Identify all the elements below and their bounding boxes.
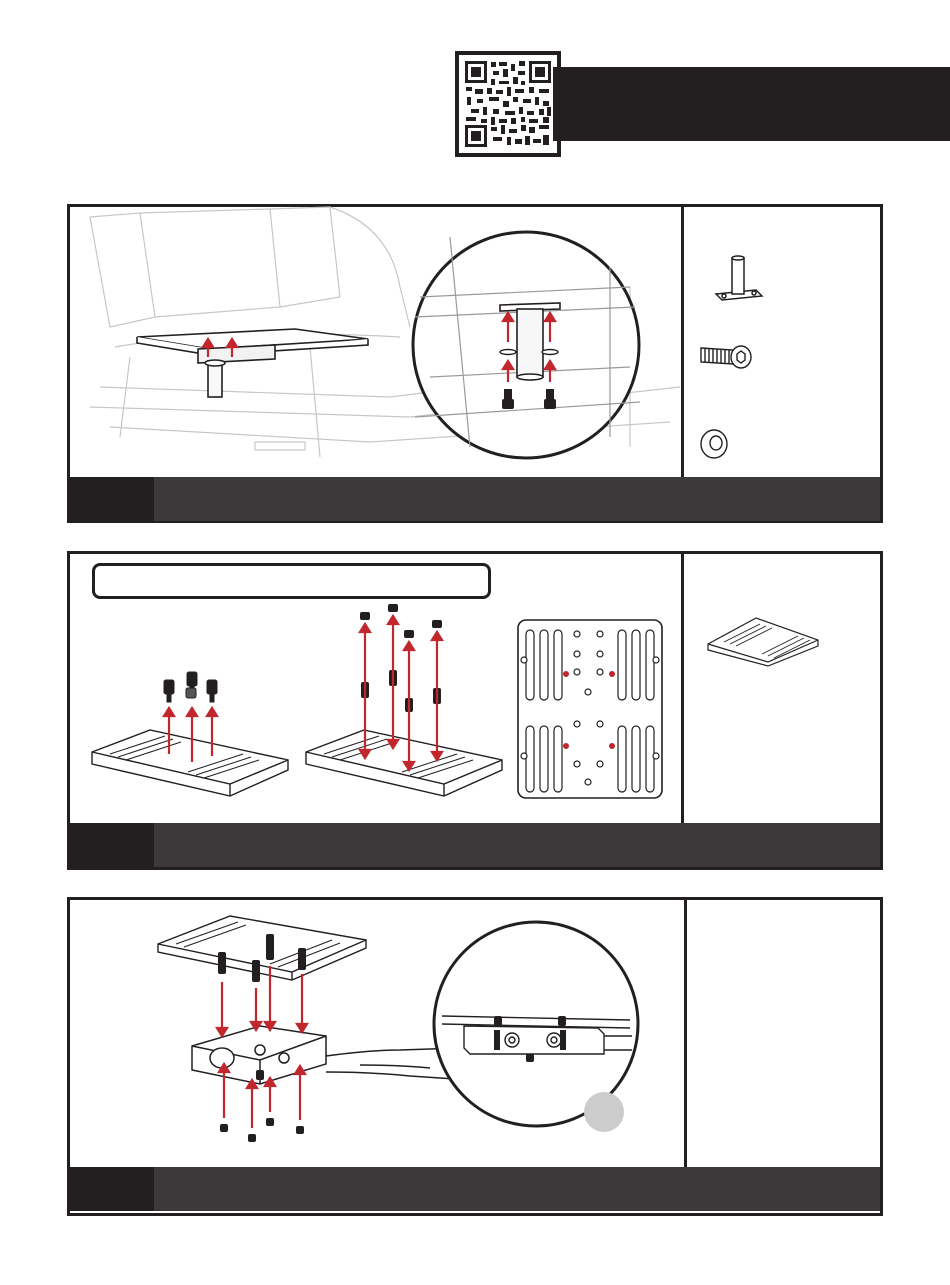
step-1-illustration xyxy=(70,207,680,477)
step-2-divider xyxy=(681,553,684,825)
qr-code-icon xyxy=(463,59,553,149)
step-3-illustration xyxy=(70,900,682,1166)
manual-title-bar xyxy=(553,67,950,141)
qr-code xyxy=(455,51,561,157)
socket-head-bolt-icon xyxy=(697,338,757,378)
mounting-post-icon xyxy=(712,252,772,312)
step-1-divider xyxy=(681,206,684,478)
step-1-caption-bar xyxy=(70,477,880,521)
step-2-illustration xyxy=(70,604,680,824)
step-2-label-pill xyxy=(92,563,491,599)
step-2-number-box xyxy=(70,823,154,867)
step-3-number-box xyxy=(70,1167,154,1211)
washer-icon xyxy=(694,424,734,464)
step-1-number-box xyxy=(70,477,154,521)
detail-badge xyxy=(584,1092,624,1132)
step-3-caption-bar xyxy=(70,1167,880,1211)
step-3-divider xyxy=(684,899,687,1167)
mounting-plate-icon xyxy=(704,612,824,672)
step-2-caption-bar xyxy=(70,823,880,867)
